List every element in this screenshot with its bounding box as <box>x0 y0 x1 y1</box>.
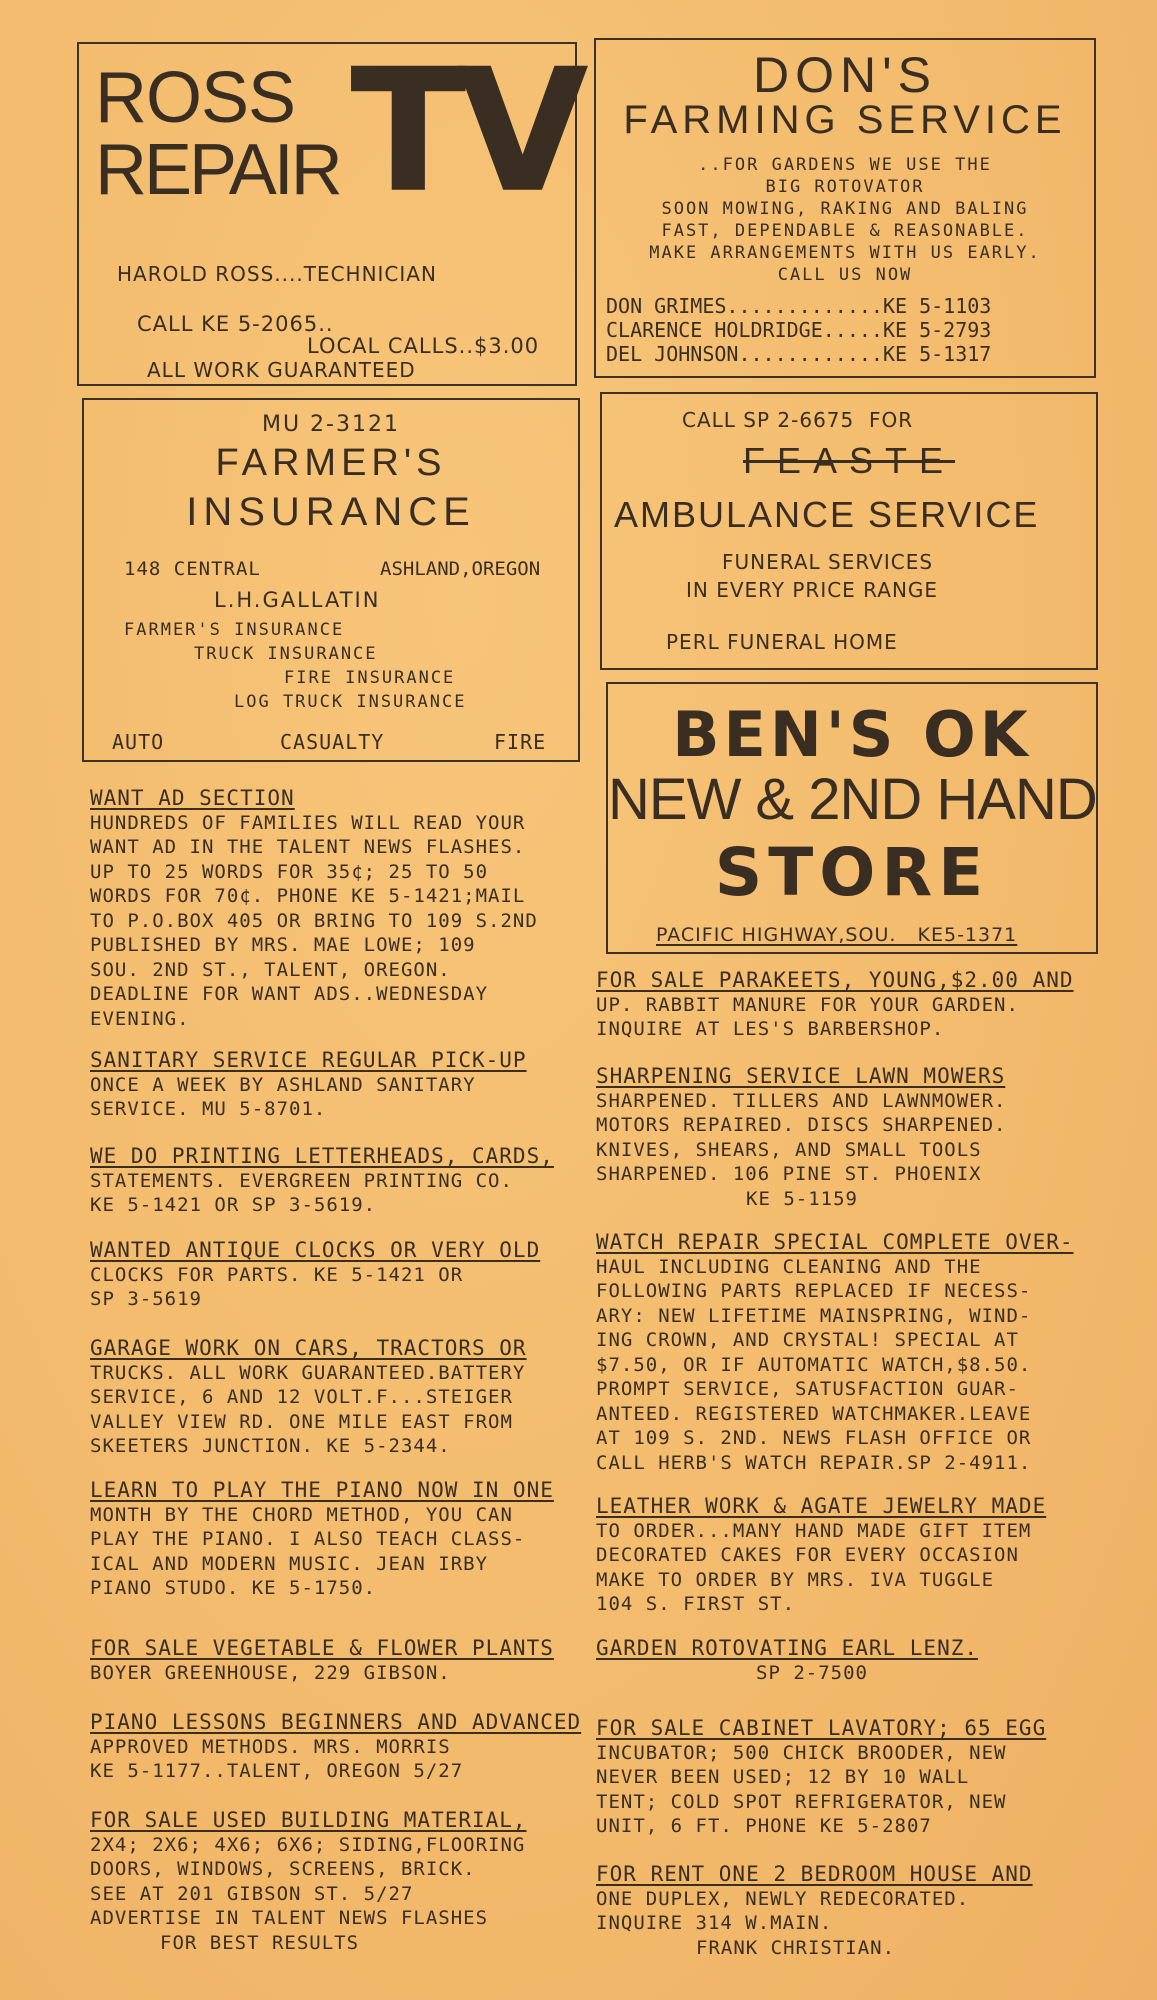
left_ads-ad-5 <box>90 1478 554 1601</box>
insurance-line: FARMER'S INSURANCE <box>124 620 345 640</box>
classified-line: UP. RABBIT MANURE FOR YOUR GARDEN. <box>596 993 1019 1016</box>
farmers-insurance-ad <box>82 398 580 762</box>
classified-line: SHARPENED. 106 PINE ST. PHOENIX <box>596 1163 982 1185</box>
classified-line: SERVICE. MU 5-8701. <box>90 1098 327 1120</box>
classified-line: ING CROWN, AND CRYSTAL! SPECIAL AT <box>596 1329 1019 1351</box>
classified-line: 104 S. FIRST ST. <box>596 1593 796 1615</box>
ross-local-calls: LOCAL CALLS..$3.00 <box>307 334 540 358</box>
classified-line: STATEMENTS. EVERGREEN PRINTING CO. <box>90 1169 513 1192</box>
classified-line: GARAGE WORK ON CARS, TRACTORS OR <box>90 1336 527 1360</box>
classified-line: SKEETERS JUNCTION. KE 5-2344. <box>90 1435 451 1457</box>
classified-line: FOLLOWING PARTS REPLACED IF NECESS- <box>596 1280 1032 1302</box>
ambulance-line2: IN EVERY PRICE RANGE <box>686 578 939 602</box>
classified-line: MONTH BY THE CHORD METHOD, YOU CAN <box>90 1503 513 1526</box>
classified-line: APPROVED METHODS. MRS. MORRIS <box>90 1735 451 1758</box>
classified-line: PIANO LESSONS BEGINNERS AND ADVANCED <box>90 1710 582 1734</box>
dons-contact: DON GRIMES.............KE 5-1103 <box>606 294 992 318</box>
insurance-agent: L.H.GALLATIN <box>214 588 381 612</box>
insurance-title2: INSURANCE <box>186 490 476 534</box>
classified-line: SERVICE, 6 AND 12 VOLT.F...STEIGER <box>90 1386 513 1408</box>
classified-line: AT 109 S. 2ND. NEWS FLASH OFFICE OR <box>596 1427 1032 1449</box>
classified-line: EVENING. <box>90 1007 190 1030</box>
classified-line: PLAY THE PIANO. I ALSO TEACH CLASS- <box>90 1528 526 1550</box>
left_ads-ad-2 <box>90 1144 554 1218</box>
ross-name: ROSS <box>95 58 296 138</box>
repair-name: REPAIR <box>95 130 340 210</box>
classified-line: TO ORDER...MANY HAND MADE GIFT ITEM <box>596 1519 1032 1542</box>
classified-line: FOR SALE VEGETABLE & FLOWER PLANTS <box>90 1636 554 1660</box>
classified-line: KE 5-1159 <box>746 1187 858 1210</box>
right_ads-ad-0 <box>596 968 1074 1042</box>
left_ads-ad-8 <box>90 1808 527 1955</box>
left_ads-ad-0 <box>90 786 538 1031</box>
classified-line: INQUIRE 314 W.MAIN. <box>596 1912 833 1934</box>
dons-subtitle: FARMING SERVICE <box>623 98 1067 142</box>
classified-line: FOR SALE USED BUILDING MATERIAL, <box>90 1808 527 1832</box>
classified-line: LEATHER WORK & AGATE JEWELRY MADE <box>596 1494 1047 1518</box>
bens-ok-ad <box>606 682 1098 954</box>
ambulance-home: PERL FUNERAL HOME <box>666 630 898 654</box>
insurance-casualty: CASUALTY <box>280 730 385 754</box>
dons-line: SOON MOWING, RAKING AND BALING <box>661 199 1029 219</box>
bens-line1: BEN'S OK <box>672 698 1032 771</box>
classified-line: FOR SALE CABINET LAVATORY; 65 EGG <box>596 1716 1047 1740</box>
insurance-title1: FARMER'S <box>215 442 447 484</box>
classified-line: TENT; COLD SPOT REFRIGERATOR, NEW <box>596 1790 1007 1813</box>
classified-line: TRUCKS. ALL WORK GUARANTEED.BATTERY <box>90 1361 526 1384</box>
classified-line: HUNDREDS OF FAMILIES WILL READ YOUR <box>90 811 526 834</box>
ross-technician: HAROLD ROSS....TECHNICIAN <box>117 262 437 286</box>
classified-line: SHARPENING SERVICE LAWN MOWERS <box>596 1064 1006 1088</box>
right_ads-ad-5 <box>596 1716 1046 1839</box>
classified-line: ICAL AND MODERN MUSIC. JEAN IRBY <box>90 1552 489 1575</box>
classified-line: TO P.O.BOX 405 OR BRING TO 109 S.2ND <box>90 909 538 932</box>
insurance-fire: FIRE <box>494 730 547 754</box>
right_ads-ad-3 <box>596 1494 1046 1617</box>
classified-line: CALL HERB'S WATCH REPAIR.SP 2-4911. <box>596 1451 1032 1474</box>
dons-line: BIG ROTOVATOR <box>765 177 925 197</box>
insurance-address: 148 CENTRAL <box>124 558 261 580</box>
classified-line: FOR BEST RESULTS <box>160 1931 360 1954</box>
left_ads-ad-1 <box>90 1048 527 1122</box>
dons-line: MAKE ARRANGEMENTS WITH US EARLY. <box>649 243 1041 263</box>
classified-line: SOU. 2ND ST., TALENT, OREGON. <box>90 958 451 981</box>
classified-line: KE 5-1421 OR SP 3-5619. <box>90 1194 377 1216</box>
classified-line: $7.50, OR IF AUTOMATIC WATCH,$8.50. <box>596 1353 1032 1376</box>
classified-line: SHARPENED. TILLERS AND LAWNMOWER. <box>596 1089 1007 1112</box>
classified-line: INCUBATOR; 500 CHICK BROODER, NEW <box>596 1741 1007 1764</box>
classified-line: WATCH REPAIR SPECIAL COMPLETE OVER- <box>596 1230 1074 1254</box>
insurance-auto: AUTO <box>112 730 165 754</box>
right_ads-ad-4 <box>596 1636 978 1685</box>
classified-line: FRANK CHRISTIAN. <box>696 1936 896 1959</box>
dons-line: CALL US NOW <box>777 265 913 285</box>
insurance-line: FIRE INSURANCE <box>284 668 456 688</box>
classified-line: WE DO PRINTING LETTERHEADS, CARDS, <box>90 1144 554 1168</box>
classified-line: NEVER BEEN USED; 12 BY 10 WALL <box>596 1766 970 1788</box>
classified-line: HAUL INCLUDING CLEANING AND THE <box>596 1255 982 1278</box>
dons-contacts <box>606 294 991 366</box>
classified-line: WORDS FOR 70¢. PHONE KE 5-1421;MAIL <box>90 885 526 907</box>
ambulance-ad <box>600 392 1098 670</box>
dons-line: FAST, DEPENDABLE & REASONABLE. <box>661 221 1029 241</box>
left_ads-ad-6 <box>90 1636 554 1685</box>
classified-line: GARDEN ROTOVATING EARL LENZ. <box>596 1636 979 1660</box>
ross-guarantee: ALL WORK GUARANTEED <box>147 358 416 382</box>
tv-logo: TV <box>351 33 580 229</box>
ross-phone: CALL KE 5-2065.. <box>137 312 334 336</box>
right_ads-ad-1 <box>596 1064 1007 1211</box>
left_ads-ad-3 <box>90 1238 540 1312</box>
ambulance-line1: FUNERAL SERVICES <box>722 550 934 574</box>
classified-line: MOTORS REPAIRED. DISCS SHARPENED. <box>596 1114 1007 1136</box>
dons-line: ..FOR GARDENS WE USE THE <box>698 155 992 175</box>
right_ads-ad-6 <box>596 1862 1033 1960</box>
classified-line: WANTED ANTIQUE CLOCKS OR VERY OLD <box>90 1238 541 1262</box>
insurance-phone: MU 2-3121 <box>261 412 400 437</box>
feaste-logo: FEASTE <box>742 440 956 481</box>
ross-tv-ad <box>77 33 580 386</box>
classified-line: WANT AD IN THE TALENT NEWS FLASHES. <box>90 836 526 858</box>
classified-line: PUBLISHED BY MRS. MAE LOWE; 109 <box>90 934 476 956</box>
classified-line: UP TO 25 WORDS FOR 35¢; 25 TO 50 <box>90 860 489 883</box>
classified-line: FOR RENT ONE 2 BEDROOM HOUSE AND <box>596 1862 1033 1886</box>
classified-line: BOYER GREENHOUSE, 229 GIBSON. <box>90 1661 451 1684</box>
ambulance-call: CALL SP 2-6675 FOR <box>682 408 914 432</box>
classified-line: UNIT, 6 FT. PHONE KE 5-2807 <box>596 1815 932 1837</box>
classified-line: DOORS, WINDOWS, SCREENS, BRICK. <box>90 1858 476 1880</box>
classified-line: PROMPT SERVICE, SATUSFACTION GUAR- <box>596 1378 1019 1400</box>
insurance-line: LOG TRUCK INSURANCE <box>234 692 467 712</box>
classified-line: KE 5-1177..TALENT, OREGON 5/27 <box>90 1760 464 1782</box>
bens-line2: NEW & 2ND HAND <box>608 767 1097 832</box>
classified-line: LEARN TO PLAY THE PIANO NOW IN ONE <box>90 1478 554 1502</box>
classified-line: MAKE TO ORDER BY MRS. IVA TUGGLE <box>596 1568 995 1591</box>
classified-line: SP 2-7500 <box>756 1661 868 1684</box>
classified-line: ANTEED. REGISTERED WATCHMAKER.LEAVE <box>596 1402 1032 1425</box>
classified-line: SEE AT 201 GIBSON ST. 5/27 <box>90 1882 414 1905</box>
classified-line: SP 3-5619 <box>90 1288 202 1310</box>
insurance-lines <box>124 618 466 714</box>
right_ads-ad-2 <box>596 1230 1074 1475</box>
dons-lines <box>596 154 1094 286</box>
classified-line: DEADLINE FOR WANT ADS..WEDNESDAY <box>90 983 489 1005</box>
classified-line: ONE DUPLEX, NEWLY REDECORATED. <box>596 1887 970 1910</box>
bens-footer: PACIFIC HIGHWAY,SOU. KE5-1371 <box>656 924 1018 946</box>
classified-line: FOR SALE PARAKEETS, YOUNG,$2.00 AND <box>596 968 1074 992</box>
insurance-city: ASHLAND,OREGON <box>380 558 541 580</box>
classified-line: KNIVES, SHEARS, AND SMALL TOOLS <box>596 1138 982 1161</box>
classified-line: ARY: NEW LIFETIME MAINSPRING, WIND- <box>596 1304 1032 1327</box>
ambulance-title: AMBULANCE SERVICE <box>614 494 1040 535</box>
classified-line: PIANO STUDO. KE 5-1750. <box>90 1577 377 1599</box>
dons-farming-ad <box>594 38 1096 378</box>
classified-line: WANT AD SECTION <box>90 786 295 810</box>
left_ads-ad-7 <box>90 1710 581 1784</box>
classified-line: CLOCKS FOR PARTS. KE 5-1421 OR <box>90 1263 464 1286</box>
dons-contact: DEL JOHNSON............KE 5-1317 <box>606 342 992 366</box>
insurance-line: TRUCK INSURANCE <box>194 644 378 664</box>
classified-line: SANITARY SERVICE REGULAR PICK-UP <box>90 1048 527 1072</box>
bens-line3: STORE <box>714 834 990 911</box>
classified-line: 2X4; 2X6; 4X6; 6X6; SIDING,FLOORING <box>90 1833 526 1856</box>
dons-title: DON'S <box>752 47 937 103</box>
classified-line: INQUIRE AT LES'S BARBERSHOP. <box>596 1018 945 1040</box>
classified-line: VALLEY VIEW RD. ONE MILE EAST FROM <box>90 1410 513 1433</box>
classified-line: ONCE A WEEK BY ASHLAND SANITARY <box>90 1073 476 1096</box>
dons-contact: CLARENCE HOLDRIDGE.....KE 5-2793 <box>606 318 992 342</box>
left_ads-ad-4 <box>90 1336 527 1459</box>
classified-line: ADVERTISE IN TALENT NEWS FLASHES <box>90 1907 489 1929</box>
classified-line: DECORATED CAKES FOR EVERY OCCASION <box>596 1544 1019 1566</box>
